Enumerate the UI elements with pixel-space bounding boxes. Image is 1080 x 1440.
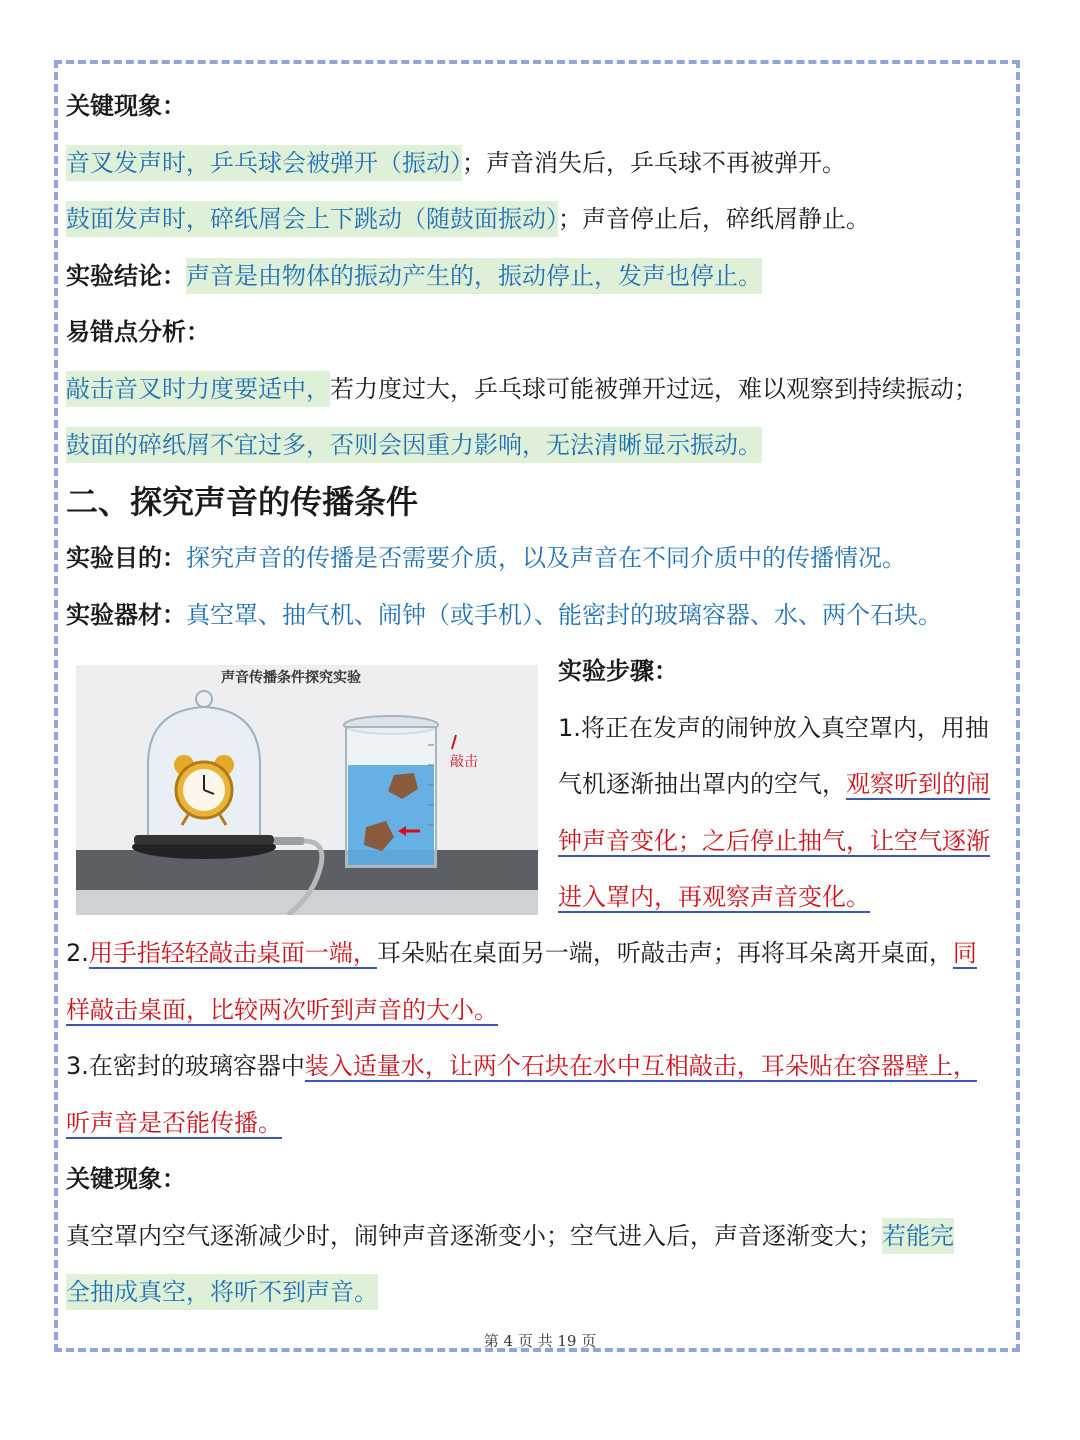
body-text: 气机逐渐抽出罩内的空气， [558,770,846,798]
step-line [558,869,1018,926]
figure-caption: 声音传播条件探究实验 [221,670,361,686]
body-text: 若力度过大，乒乓球可能被弹开过远，难以观察到持续振动； [330,374,978,403]
underlined-text: 钟声音变化；之后停止抽气，让空气逐渐 [558,826,990,855]
underlined-text: 同 [952,939,977,967]
document-body [66,78,1018,1321]
body-text: 耳朵贴在桌面另一端，听敲击声；再将耳朵离开桌面， [376,939,953,967]
experiment-illustration [76,665,538,915]
phenomenon-line [66,135,1018,192]
figure-and-steps [66,643,1018,925]
body-text: ；声音消失后，乒乓球不再被弹开。 [462,148,846,177]
phenomenon-line [66,191,1018,248]
step-line: 1.将正在发声的闹钟放入真空罩内，用抽 [558,713,989,742]
equipment-line [66,587,1018,644]
underlined-text: 装入适量水，让两个石块在水中互相敲击，耳朵贴在容器壁上， [304,1052,977,1080]
step-line [66,982,1018,1039]
experiment-steps [558,643,1018,926]
key-phenomena-title: 关键现象： [66,1165,186,1193]
conclusion-line [66,248,1018,305]
purpose-line [66,530,1018,587]
conclusion-title: 实验结论： [66,261,186,290]
highlighted-text: 鼓面的碎纸屑不宜过多，否则会因重力影响，无法清晰显示振动。 [66,427,762,463]
vacuum-base [134,835,274,845]
highlighted-text: 敲击音叉时力度要适中， [66,371,330,407]
highlighted-text: 音叉发声时，乒乓球会被弹开（振动） [66,145,462,181]
phenomenon-line [66,1208,1018,1265]
underlined-text: 听声音是否能传播。 [66,1108,282,1137]
step-line [66,1095,1018,1152]
purpose-text: 探究声音的传播是否需要介质，以及声音在不同介质中的传播情况。 [186,544,906,572]
page-number: 第 4 页 共 19 页 [483,1332,597,1350]
underlined-text: 用手指轻轻敲击桌面一端， [88,939,377,967]
table-surface [76,850,538,890]
equipment-text: 真空罩、抽气机、闹钟（或手机）、能密封的玻璃容器、水、两个石块。 [186,600,942,629]
step-line [558,813,1018,870]
step-line [66,1038,1018,1095]
body-text: 真空罩内空气逐渐减少时，闹钟声音逐渐变小；空气进入后，声音逐渐变大； [66,1221,882,1250]
error-analysis-title: 易错点分析： [66,318,210,346]
purpose-title: 实验目的： [66,544,186,572]
strike-label: 敲击 [450,754,478,770]
steps-title: 实验步骤： [558,657,678,685]
step-line [558,756,1018,813]
error-line [66,361,1018,418]
underlined-text: 进入罩内，再观察声音变化。 [558,883,870,911]
highlighted-text: 全抽成真空，将听不到声音。 [66,1274,378,1310]
highlighted-text: 声音是由物体的振动产生的，振动停止，发声也停止。 [186,258,762,294]
body-text: 3.在密封的玻璃容器中 [66,1052,305,1080]
equipment-title: 实验器材： [66,600,186,629]
step-number: 2. [66,939,89,967]
underlined-text: 观察听到的闹 [846,770,990,798]
error-line [66,417,1018,474]
phenomenon-line [66,1264,1018,1321]
section-heading: 二、探究声音的传播条件 [66,482,419,521]
body-text: ；声音停止后，碎纸屑静止。 [558,205,870,233]
key-phenomena-title: 关键现象： [66,92,186,120]
underlined-text: 样敲击桌面，比较两次听到声音的大小。 [66,995,498,1024]
highlighted-text: 若能完 [882,1218,954,1254]
step-line [66,925,1018,982]
highlighted-text: 鼓面发声时，碎纸屑会上下跳动（随鼓面振动） [66,201,558,237]
